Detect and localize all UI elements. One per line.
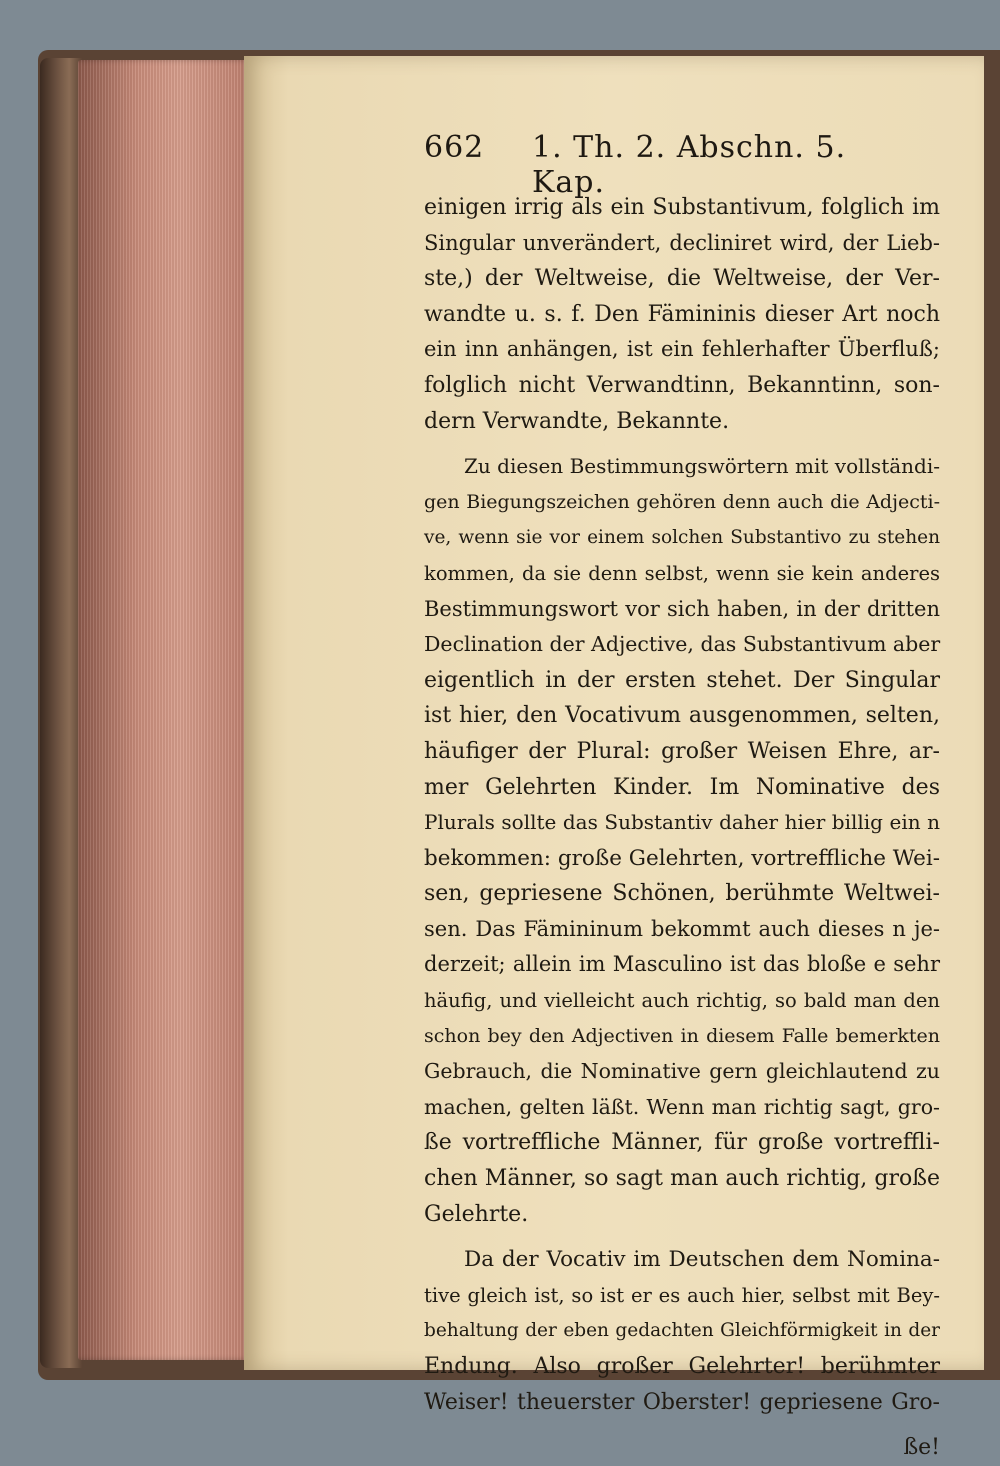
text-line: häufiger der Plural: großer Weisen Ehre, ar- [424,738,940,764]
catchword: ße! [903,1435,940,1461]
page-body-text [424,190,940,1466]
text-line: Gelehrte. [424,1201,529,1227]
text-line: kommen, da sie denn selbst, wenn sie kein anderes [424,561,940,585]
page-number: 662 [424,130,485,165]
text-line: chen Männer, so sagt man auch richtig, große [424,1166,940,1192]
text-line: einigen irrig als ein Substantivum, folglich im [424,195,940,220]
text-line: ist hier, den Vocativum ausgenommen, selten, [424,703,940,729]
text-line: Da der Vocativ im Deutschen dem Nomina- [464,1247,940,1273]
text-line: Declination der Adjective, das Substantivum aber [424,632,941,657]
text-line: ste,) der Weltweise, die Weltweise, der Ver- [424,266,940,292]
text-line: gen Biegungszeichen gehören denn auch die Adjecti- [424,490,940,513]
page-edges [78,60,248,1360]
text-line: machen, gelten läßt. Wenn man richtig sagt, gro- [424,1094,940,1119]
text-line: derzeit; allein im Masculino ist das bloße e sehr [424,952,940,977]
text-line: Singular unverändert, decliniret wird, der Lieb- [424,230,940,255]
text-line: Zu diesen Bestimmungswörtern mit vollständi- [464,454,940,479]
paragraph [424,449,940,1232]
text-line: Gebrauch, die Nominative gern gleichlautend zu [424,1059,940,1084]
text-line: Bestimmungswort vor sich haben, in der dritten [424,596,940,621]
running-header [424,130,884,200]
text-line: ve, wenn sie vor einem solchen Substantivo zu stehen [424,527,940,549]
text-line: tive gleich ist, so ist er es auch hier, selbst mit Bey- [424,1283,940,1307]
text-line: ße vortreffliche Männer, für große vortreffli- [424,1130,940,1156]
text-line: folglich nicht Verwandtinn, Bekanntinn, son- [424,372,940,398]
paragraph [424,190,940,439]
text-line: ein inn anhängen, ist ein fehlerhafter Überfluß; [424,337,940,362]
book-spine [40,58,82,1368]
text-line: sen, gepriesene Schönen, berühmte Weltwei- [424,881,940,907]
paragraph [424,1242,940,1420]
text-line: schon bey den Adjectiven in diesem Falle bemerkten [424,1024,940,1047]
text-line: behaltung der eben gedachten Gleichförmigkeit in der [424,1320,940,1342]
text-line: sen. Das Fämininum bekommt auch dieses n je- [424,916,940,941]
text-line: häufig, und vielleicht auch richtig, so bald man den [424,989,940,1013]
text-line: wandte u. s. f. Den Fämininis dieser Art noch [424,301,940,327]
text-line: Weiser! theuerster Oberster! gepriesene Gro- [424,1389,940,1415]
text-line: Plurals sollte das Substantiv daher hier billig ein n [424,810,940,835]
text-line: mer Gelehrten Kinder. Im Nominative des [424,774,940,800]
text-line: dern Verwandte, Bekannte. [424,408,730,434]
text-line: eigentlich in der ersten stehet. Der Singular [424,667,940,693]
running-title: 1. Th. 2. Abschn. 5. Kap. [532,130,847,200]
text-line: Endung. Also großer Gelehrter! berühmter [424,1354,940,1379]
text-line: bekommen: große Gelehrten, vortreffliche Wei- [424,845,940,871]
